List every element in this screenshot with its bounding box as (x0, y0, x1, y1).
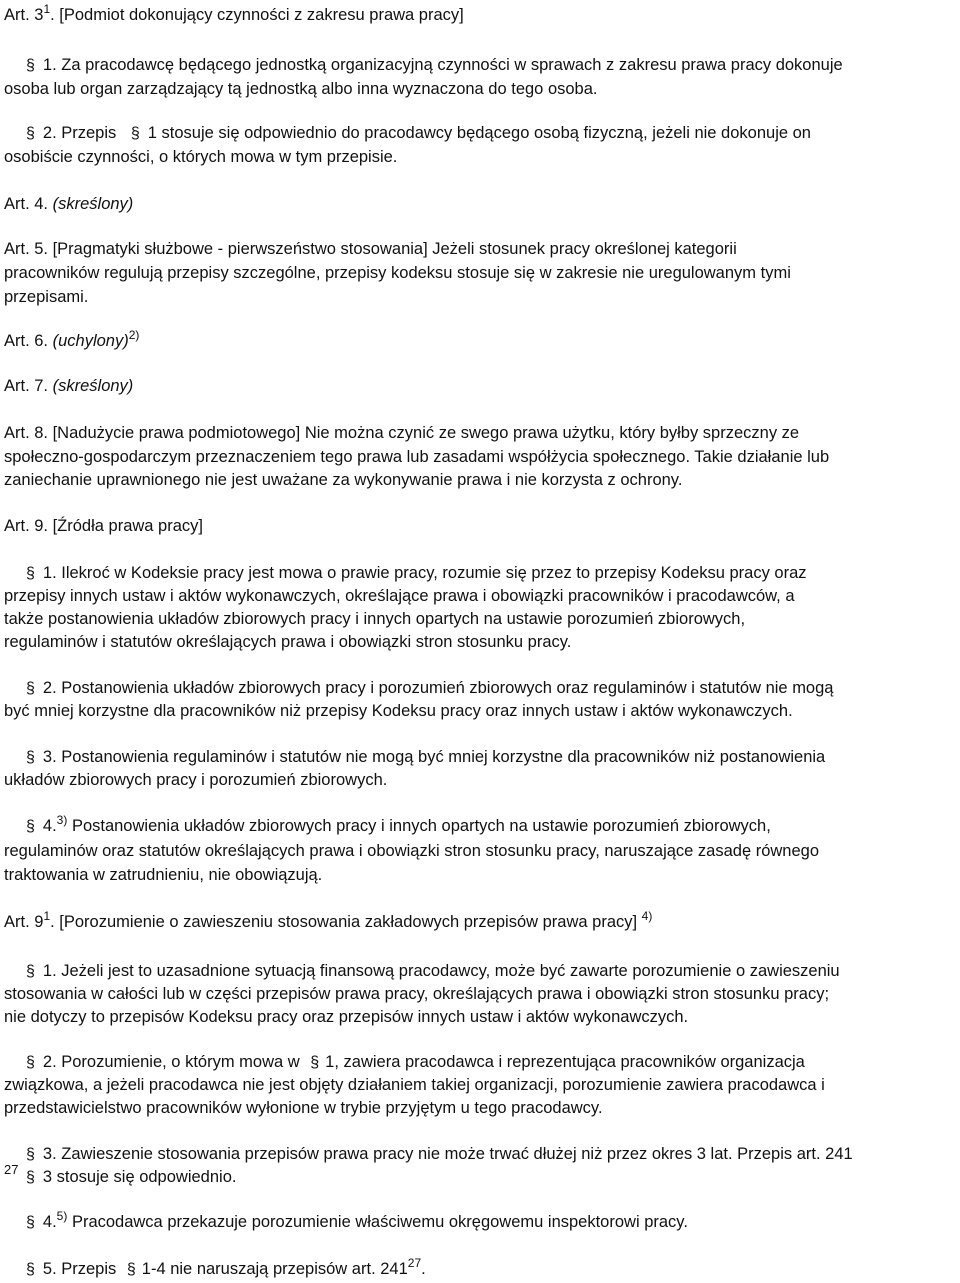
article-heading: Art. 7. (skreślony) (4, 377, 134, 395)
article-heading: Art. $3^1$. [Podmiot dokonujący czynności z zakresu prawa pracy] (4, 2, 464, 24)
article-heading: Art. 9. [Źródła prawa pracy] (4, 517, 203, 535)
paragraph-line: pracowników regulują przepisy szczególne, przepisy kodeksu stosuje się w zakresie nie uregulowanym tymi (4, 264, 791, 282)
paragraph-line: § 5. Przepis § 1-4 nie naruszają przepisów art. $241^{27}$. (26, 1256, 426, 1278)
paragraph-line: § 2. Przepis § 1 stosuje się odpowiednio do pracodawcy będącego osobą fizyczną, jeżeli nie dokonuje on (26, 124, 811, 142)
paragraph-line: § 3. Zawieszenie stosowania przepisów prawa pracy nie może trwać dłużej niż przez okres 3 lat. Przepis art. 241 (26, 1145, 853, 1163)
paragraph-line: § 2. Postanowienia układów zbiorowych pracy i porozumień zbiorowych oraz regulaminów i statutów nie mogą (26, 679, 834, 697)
article-heading: Art. 4. (skreślony) (4, 195, 134, 213)
paragraph-line: także postanowienia układów zbiorowych pracy i innych opartych na ustawie porozumień zbiorowych, (4, 610, 746, 628)
paragraph-line: być mniej korzystne dla pracowników niż przepisy Kodeksu pracy oraz innych ustaw i aktów wykonawczych. (4, 702, 793, 720)
paragraph-line: § 4.$^{3)}$ Postanowienia układów zbiorowych pracy i innych opartych na ustawie porozumień zbiorowych, (26, 813, 771, 835)
paragraph-line: § 1. Jeżeli jest to uzasadnione sytuacją finansową pracodawcy, może być zawarte porozumienie o zawieszeniu (26, 962, 840, 980)
paragraph-line: układów zbiorowych pracy i porozumień zbiorowych. (4, 771, 388, 789)
paragraph-line: nie dotyczy to przepisów Kodeksu pracy oraz przepisów innych ustaw i aktów wykonawczych. (4, 1008, 689, 1026)
paragraph-line: stosowania w całości lub w części przepisów prawa pracy, określających prawa i obowiązki stron stosunku pracy; (4, 985, 830, 1003)
paragraph-line: przedstawicielstwo pracowników wyłonione w trybie przyjętym u tego pracodawcy. (4, 1099, 603, 1117)
paragraph-line: regulaminów i statutów określających prawa i obowiązki stron stosunku pracy. (4, 633, 572, 651)
paragraph-line: traktowania w zatrudnieniu, nie obowiązują. (4, 866, 323, 884)
paragraph-line: § 1. Ilekroć w Kodeksie pracy jest mowa o prawie pracy, rozumie się przez to przepisy Kodeksu pracy oraz (26, 564, 807, 582)
paragraph-line: § 3. Postanowienia regulaminów i statutów nie mogą być mniej korzystne dla pracowników niż postanowienia (26, 748, 826, 766)
paragraph-line: osobiście czynności, o których mowa w tym przepisie. (4, 148, 398, 166)
paragraph-line: zaniechanie uprawnionego nie jest uważane za wykonywanie prawa i nie korzysta z ochrony. (4, 471, 683, 489)
paragraph-line: § 4.$^{5)}$ Pracodawca przekazuje porozumienie właściwemu okręgowemu inspektorowi pracy. (26, 1209, 688, 1231)
superscript: 27 (4, 1162, 19, 1177)
paragraph-line: § 1. Za pracodawcę będącego jednostką organizacyjną czynności w sprawach z zakresu prawa pracy dokonuje (26, 56, 843, 74)
paragraph-line: społeczno-gospodarczym przeznaczeniem tego prawa lub zasadami współżycia społecznego. Takie działanie lub (4, 448, 830, 466)
article-heading: Art. $9^1$. [Porozumienie o zawieszeniu stosowania zakładowych przepisów prawa pracy] $^{4)}$ (4, 909, 653, 931)
paragraph-line: przepisami. (4, 288, 89, 306)
paragraph-line: osoba lub organ zarządzający tą jednostką albo inna wyznaczona do tego osoba. (4, 80, 598, 98)
paragraph-line: § 2. Porozumienie, o którym mowa w § 1, zawiera pracodawca i reprezentująca pracowników organizacja (26, 1053, 805, 1071)
paragraph-line: Art. 5. [Pragmatyki służbowe - pierwszeństwo stosowania] Jeżeli stosunek pracy określonej kategorii (4, 240, 737, 258)
paragraph-line: regulaminów oraz statutów określających prawa i obowiązki stron stosunku pracy, naruszające zasadę równego (4, 842, 820, 860)
paragraph-line: Art. 8. [Nadużycie prawa podmiotowego] Nie można czynić ze swego prawa użytku, który byłby sprzeczny ze (4, 424, 800, 442)
paragraph-line: § 3 stosuje się odpowiednio. (26, 1168, 237, 1186)
paragraph-line: związkowa, a jeżeli pracodawca nie jest objęty działaniem takiej organizacji, porozumienie zawiera pracodawca i (4, 1076, 825, 1094)
paragraph-line: przepisy innych ustaw i aktów wykonawczych, określające prawa i obowiązki pracowników i pracodawców, a (4, 587, 795, 605)
article-heading: Art. 6. (uchylony)$^{2)}$ (4, 328, 140, 350)
